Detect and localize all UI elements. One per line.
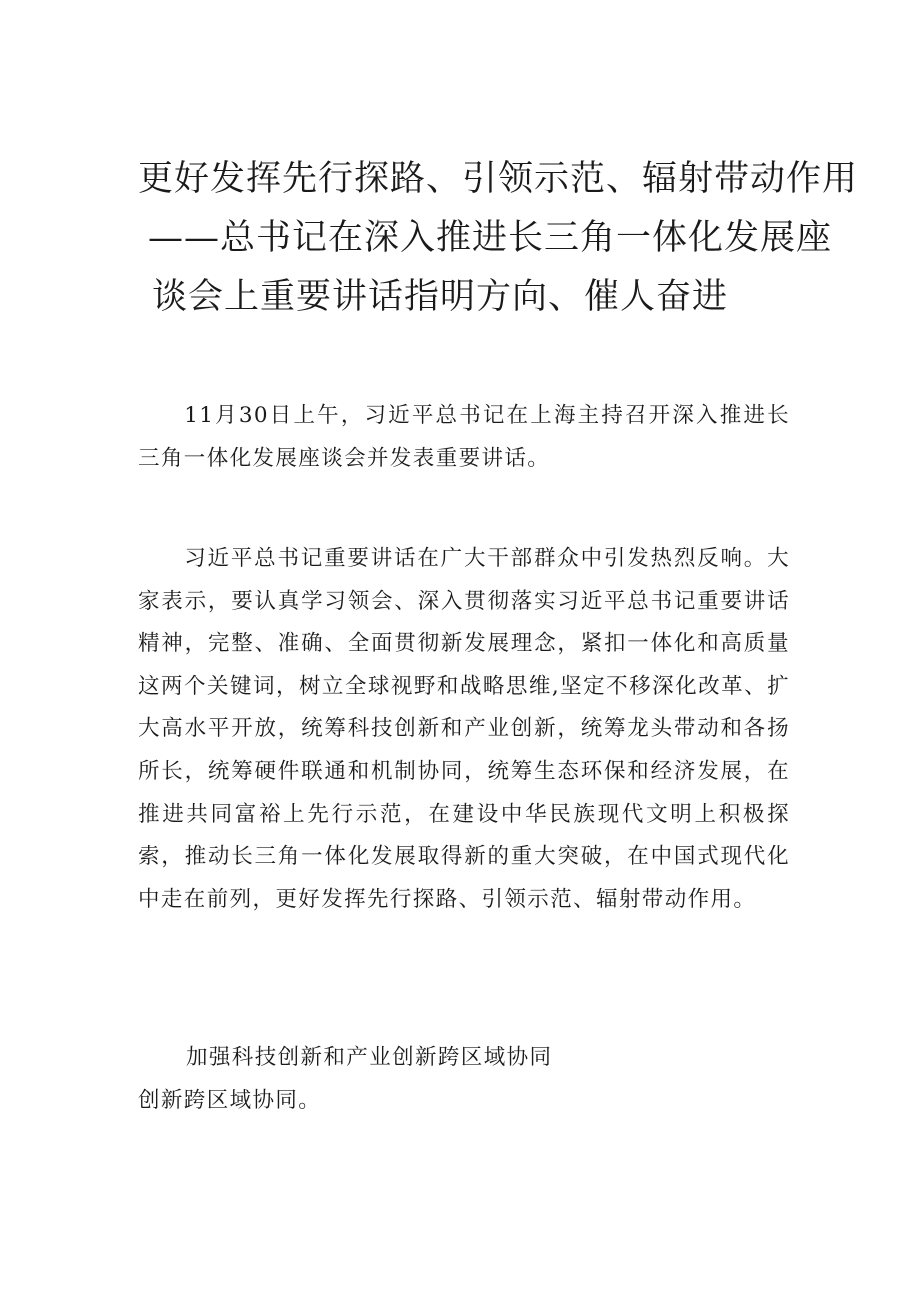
section-tail-text: 创新跨区域协同。 bbox=[138, 1087, 322, 1113]
title-line-2: ——总书记在深入推进长三角一体化发展座 bbox=[148, 218, 833, 258]
paragraph-reaction: 习近平总书记重要讲话在广大干部群众中引发热烈反响。大家表示，要认真学习领会、深入贯彻落实习近平总书记重要讲话精神，完整、准确、全面贯彻新发展理念，紧扣一体化和高质量这两个关键词，树立全球视野和战略思维,坚定不移深化改革、扩大高水平开放，统筹科技创新和产业创新，统筹龙头带动和各扬所长，统筹硬件联通和机制协同，统筹生态环保和经济发展，在推进共同富裕上先行示范，在建设中华民族现代文明上积极探索，推动长三角一体化发展取得新的重大突破，在中国式现代化中走在前列，更好发挥先行探路、引领示范、辐射带动作用。 bbox=[138, 546, 790, 912]
title-line-1: 更好发挥先行探路、引领示范、辐射带动作用 bbox=[138, 159, 859, 199]
document-title bbox=[138, 150, 859, 327]
section-block bbox=[138, 1037, 790, 1122]
section-heading: 加强科技创新和产业创新跨区域协同 bbox=[186, 1045, 553, 1070]
paragraph-intro: 11月30日上午，习近平总书记在上海主持召开深入推进长三角一体化发展座谈会并发表重要讲话。 bbox=[138, 403, 790, 471]
title-line-3: 谈会上重要讲话指明方向、催人奋进 bbox=[152, 277, 729, 317]
